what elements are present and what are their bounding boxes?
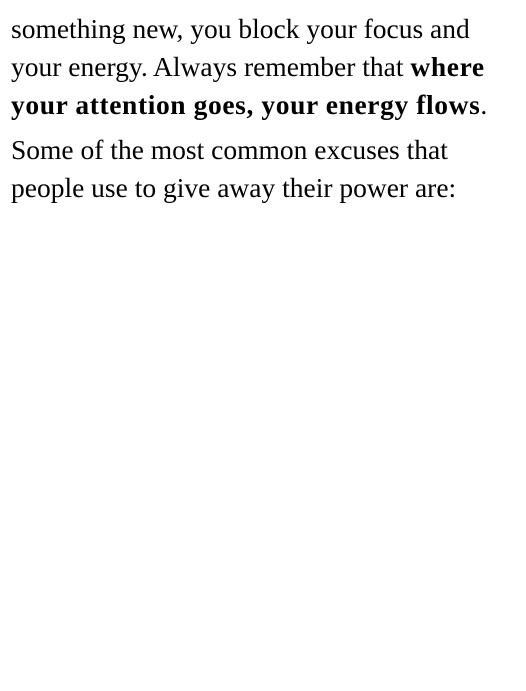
paragraph-energy (11, 10, 521, 123)
document-page (11, 10, 521, 207)
paragraph-energy-text-end: . (480, 88, 488, 120)
paragraph-excuses (11, 131, 521, 207)
emphasized-phrase: where your attention goes, your energy flows (11, 50, 485, 120)
paragraph-energy-text-start: something new, you block your focus and your energy. Always remember that (11, 13, 470, 82)
paragraph-excuses-text: Some of the most common excuses that people use to give away their power are: (11, 134, 457, 204)
